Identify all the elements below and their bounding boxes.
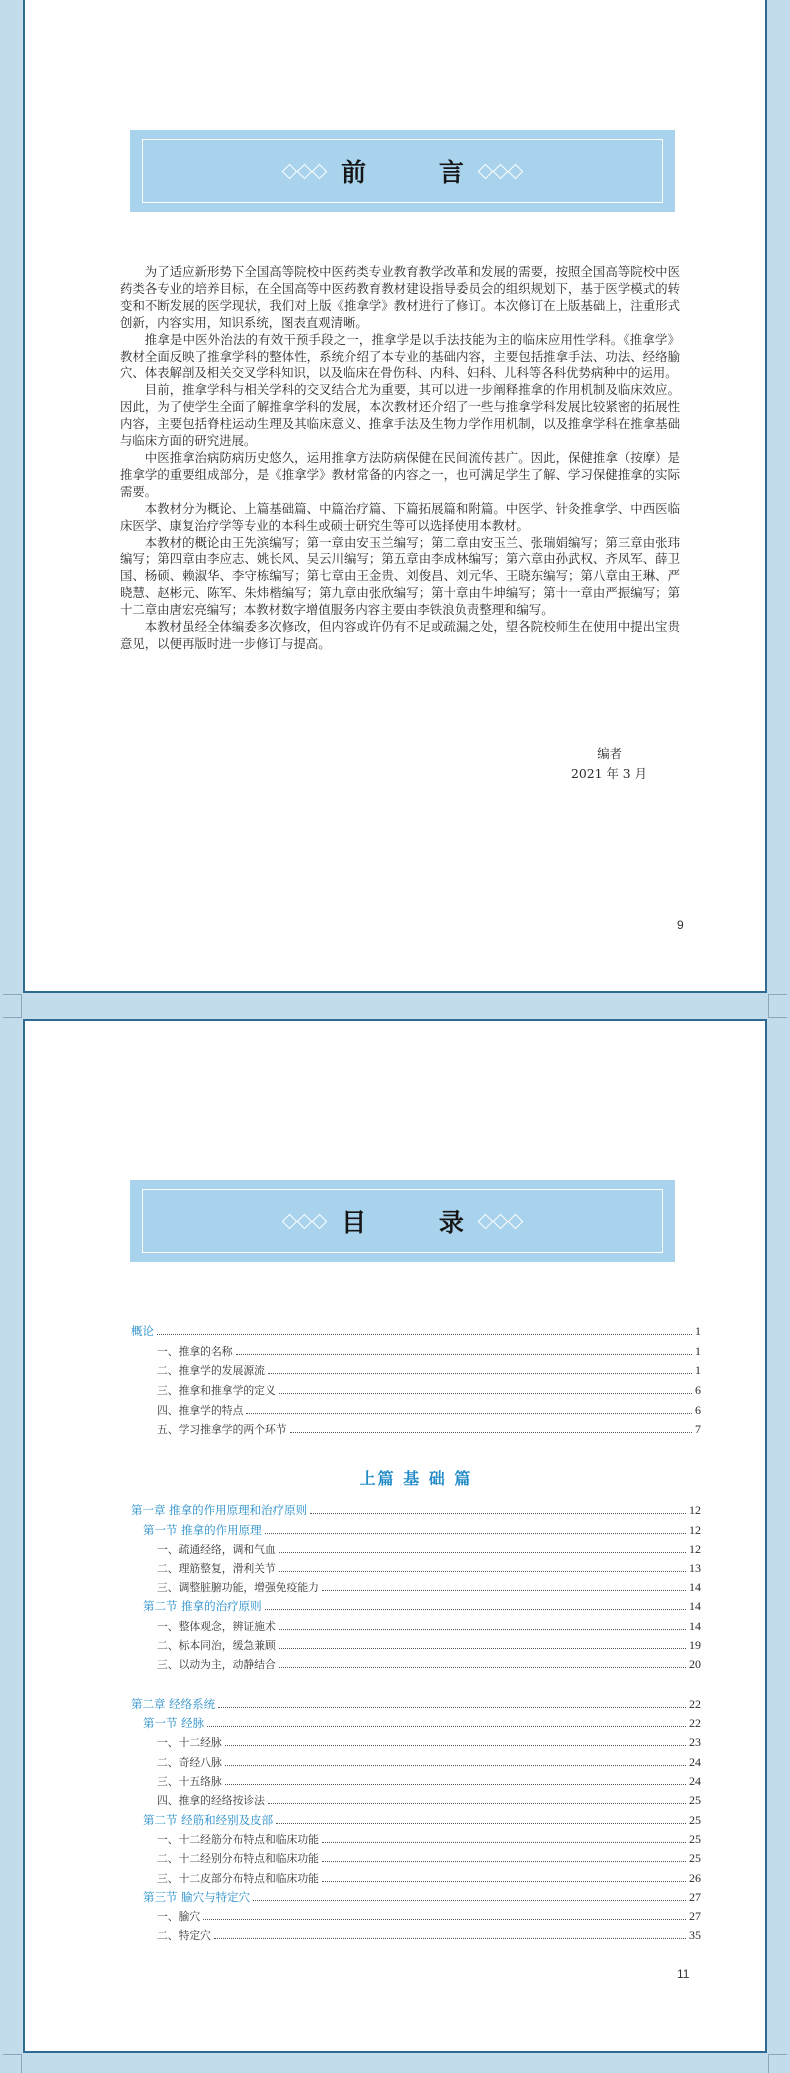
leader-dots [225, 1745, 686, 1746]
leader-dots [322, 1842, 686, 1843]
toc-entry[interactable] [131, 1926, 701, 1944]
leader-dots [310, 1513, 686, 1514]
toc-entry-title: 第一节 推拿的作用原理 [143, 1523, 262, 1537]
toc-entry-page: 7 [695, 1421, 701, 1436]
crop-mark [768, 999, 787, 1018]
signature-role: 编者 [597, 746, 622, 761]
toc-entry-title: 一、整体观念，辨证施术 [157, 1619, 276, 1633]
toc-entry[interactable] [131, 1869, 701, 1887]
toc-entry-title: 五、学习推拿学的两个环节 [157, 1422, 287, 1436]
leader-dots [225, 1765, 686, 1766]
toc-entry-page: 22 [689, 1696, 701, 1711]
toc-entry[interactable] [131, 1322, 701, 1340]
toc-entry-page: 13 [689, 1560, 701, 1575]
leader-dots [265, 1609, 686, 1610]
leader-dots [322, 1881, 686, 1882]
toc-entry[interactable] [131, 1521, 701, 1539]
toc-entry[interactable] [131, 1597, 701, 1615]
leader-dots [225, 1784, 686, 1785]
toc-entry-title: 二、十二经别分布特点和临床功能 [157, 1851, 319, 1865]
toc-entry-title: 一、腧穴 [157, 1909, 201, 1923]
toc-entry-title: 三、以动为主，动静结合 [157, 1657, 276, 1671]
part-heading: 上篇 基 础 篇 [359, 1469, 473, 1488]
toc-entry-title: 概论 [131, 1324, 154, 1338]
toc-entry-title: 一、十二经脉 [157, 1735, 222, 1749]
leader-dots [218, 1707, 686, 1708]
toc-entry[interactable] [131, 1361, 701, 1379]
page-number: 11 [677, 1967, 690, 1981]
preface-paragraph: 目前，推拿学科与相关学科的交叉结合尤为重要，其可以进一步阐释推拿的作用机制及临床效应。因此，为了使学生全面了解推拿学科的发展，本次教材还介绍了一些与推拿学科发展比较紧密的拓展性内容，主要包括脊柱运动生理及其临床意义、推拿手法及生物力学作用机制，以及推拿学科在推拿基础与临床方面的研究进展。 [120, 382, 680, 449]
toc-entry-page: 27 [689, 1889, 701, 1904]
diamond-ornament-icon [282, 166, 327, 177]
preface-title-banner [130, 130, 675, 212]
toc-entry[interactable] [131, 1695, 701, 1713]
toc-entry[interactable] [131, 1733, 701, 1751]
toc-entry[interactable] [131, 1714, 701, 1732]
signature-date: 2021 年 3 月 [570, 766, 647, 781]
toc-entry-title: 一、推拿的名称 [157, 1344, 233, 1358]
toc-entry[interactable] [131, 1381, 701, 1399]
leader-dots [246, 1413, 692, 1414]
toc-entry[interactable] [131, 1830, 701, 1848]
leader-dots [268, 1373, 692, 1374]
preface-paragraph: 中医推拿治病防病历史悠久，运用推拿方法防病保健在民间流传甚广。因此，保健推拿（按摩）是推拿学的重要组成部分，是《推拿学》教材常备的内容之一，也可满足学生了解、学习保健推拿的实际需要。 [120, 449, 680, 499]
toc-entry-page: 12 [689, 1541, 701, 1556]
leader-dots [279, 1571, 686, 1572]
toc-entry[interactable] [131, 1501, 701, 1519]
toc-entry[interactable] [131, 1540, 701, 1558]
toc-entry-title: 第一章 推拿的作用原理和治疗原则 [131, 1503, 308, 1517]
toc-entry-page: 6 [695, 1402, 701, 1417]
toc-entry-title: 二、理筋整复，滑利关节 [157, 1561, 276, 1575]
leader-dots [322, 1861, 686, 1862]
toc-entry-page: 19 [689, 1637, 701, 1652]
leader-dots [290, 1432, 692, 1433]
toc-entry-page: 12 [689, 1522, 701, 1537]
diamond-ornament-icon [478, 166, 523, 177]
toc-entry-page: 25 [689, 1831, 701, 1846]
leader-dots [279, 1667, 686, 1668]
leader-dots [157, 1334, 692, 1335]
toc-entry-page: 35 [689, 1927, 701, 1942]
toc-entry-title: 第二节 推拿的治疗原则 [143, 1599, 262, 1613]
toc-entry-title: 二、奇经八脉 [157, 1755, 222, 1769]
toc-entry-page: 1 [695, 1323, 701, 1338]
preface-page [23, 0, 767, 993]
toc-entry[interactable] [131, 1753, 701, 1771]
toc-entry[interactable] [131, 1907, 701, 1925]
toc-entry[interactable] [131, 1559, 701, 1577]
toc-entry[interactable] [131, 1811, 701, 1829]
leader-dots [253, 1900, 686, 1901]
toc-entry-page: 6 [695, 1382, 701, 1397]
toc-entry-title: 二、特定穴 [157, 1928, 211, 1942]
preface-body [120, 264, 680, 653]
toc-entry[interactable] [131, 1849, 701, 1867]
preface-paragraph: 本教材分为概论、上篇基础篇、中篇治疗篇、下篇拓展篇和附篇。中医学、针灸推拿学、中西医临床医学、康复治疗学等专业的本科生或硕士研究生等可以选择使用本教材。 [120, 500, 680, 533]
toc-entry-page: 24 [689, 1773, 701, 1788]
toc-entry-title: 一、十二经筋分布特点和临床功能 [157, 1832, 319, 1846]
toc-entry-title: 第二节 经筋和经别及皮部 [143, 1813, 274, 1827]
toc-entry-title: 三、十五络脉 [157, 1774, 222, 1788]
crop-mark [3, 999, 22, 1018]
table-of-contents [131, 1021, 701, 2021]
toc-entry-page: 14 [689, 1618, 701, 1633]
toc-entry-title: 三、十二皮部分布特点和临床功能 [157, 1871, 319, 1885]
toc-entry-page: 23 [689, 1734, 701, 1749]
toc-entry-title: 第一节 经脉 [143, 1716, 205, 1730]
toc-entry[interactable] [131, 1772, 701, 1790]
toc-entry[interactable] [131, 1791, 701, 1809]
leader-dots [279, 1393, 692, 1394]
leader-dots [279, 1648, 686, 1649]
preface-paragraph: 推拿是中医外治法的有效干预手段之一，推拿学是以手法技能为主的临床应用性学科。《推拿学》教材全面反映了推拿学科的整体性，系统介绍了本专业的基础内容，主要包括推拿手法、功法、经络腧穴、体表解剖及相关交叉学科知识，以及临床在骨伤科、内科、妇科、儿科等各科优势病种中的运用。 [120, 331, 680, 381]
toc-entry-title: 四、推拿学的特点 [157, 1403, 244, 1417]
toc-entry-page: 14 [689, 1598, 701, 1613]
toc-page [23, 1019, 767, 2053]
toc-entry-title: 二、推拿学的发展源流 [157, 1363, 265, 1377]
leader-dots [214, 1938, 686, 1939]
leader-dots [236, 1354, 692, 1355]
toc-entry-page: 25 [689, 1792, 701, 1807]
leader-dots [322, 1590, 686, 1591]
toc-entry-title: 第三节 腧穴与特定穴 [143, 1890, 251, 1904]
page-number: 9 [677, 918, 684, 932]
toc-entry-title: 一、疏通经络，调和气血 [157, 1542, 276, 1556]
toc-entry-page: 22 [689, 1715, 701, 1730]
leader-dots [203, 1919, 686, 1920]
toc-entry-page: 25 [689, 1850, 701, 1865]
leader-dots [279, 1629, 686, 1630]
toc-entry-page: 1 [695, 1362, 701, 1377]
crop-mark [768, 2054, 787, 2073]
leader-dots [265, 1533, 686, 1534]
toc-entry-title: 四、推拿的经络按诊法 [157, 1793, 265, 1807]
toc-entry[interactable] [131, 1888, 701, 1906]
leader-dots [276, 1823, 686, 1824]
preface-title: 前 言 [341, 158, 496, 187]
toc-entry[interactable] [131, 1342, 701, 1360]
leader-dots [207, 1726, 686, 1727]
preface-paragraph: 本教材虽经全体编委多次修改，但内容或许仍有不足或疏漏之处，望各院校师生在使用中提出宝贵意见，以便再版时进一步修订与提高。 [120, 619, 680, 651]
toc-entry[interactable] [131, 1655, 701, 1673]
toc-entry-page: 14 [689, 1579, 701, 1594]
crop-mark [3, 2054, 22, 2073]
toc-title: 目 录 [341, 1208, 496, 1237]
toc-entry[interactable] [131, 1420, 701, 1438]
leader-dots [268, 1803, 686, 1804]
toc-entry[interactable] [131, 1578, 701, 1596]
toc-entry-page: 26 [689, 1870, 701, 1885]
toc-entry-title: 二、标本同治，缓急兼顾 [157, 1638, 276, 1652]
toc-entry-page: 1 [695, 1343, 701, 1358]
toc-entry-title: 第二章 经络系统 [131, 1697, 216, 1711]
leader-dots [279, 1552, 686, 1553]
toc-entry[interactable] [131, 1636, 701, 1654]
toc-entry[interactable] [131, 1401, 701, 1419]
toc-entry-title: 三、调整脏腑功能，增强免疫能力 [157, 1580, 319, 1594]
toc-entry[interactable] [131, 1617, 701, 1635]
toc-entry-page: 24 [689, 1754, 701, 1769]
toc-entry-page: 27 [689, 1908, 701, 1923]
preface-paragraph: 本教材的概论由王先滨编写；第一章由安玉兰编写；第二章由安玉兰、张瑞娟编写；第三章由张玮编写；第四章由李应志、姚长风、吴云川编写；第五章由李成林编写；第六章由孙武权、齐凤军、薛卫国、杨硕、赖淑华、李守栋编写；第七章由王金贵、刘俊昌、刘元华、王晓东编写；第八章由王琳、严晓慧、赵彬元、陈军、朱炜楷编写；第九章由张欣编写；第十章由牛坤编写；第十一章由严振编写；第十二章由唐宏亮编写；本教材数字增值服务内容主要由李铁浪负责整理和编写。 [120, 534, 680, 618]
toc-entry-page: 20 [689, 1656, 701, 1671]
toc-entry-page: 25 [689, 1812, 701, 1827]
preface-paragraph: 为了适应新形势下全国高等院校中医药类专业教育教学改革和发展的需要，按照全国高等院校中医药类各专业的培养目标，在全国高等中医药教育教材建设指导委员会的组织规划下，基于医学模式的转变和不断发展的医学现状，我们对上版《推拿学》教材进行了修订。本次修订在上版基础上，注重形式创新，内容实用，知识系统，图表直观清晰。 [120, 264, 680, 330]
toc-entry-title: 三、推拿和推拿学的定义 [157, 1383, 276, 1397]
toc-entry-page: 12 [689, 1502, 701, 1517]
